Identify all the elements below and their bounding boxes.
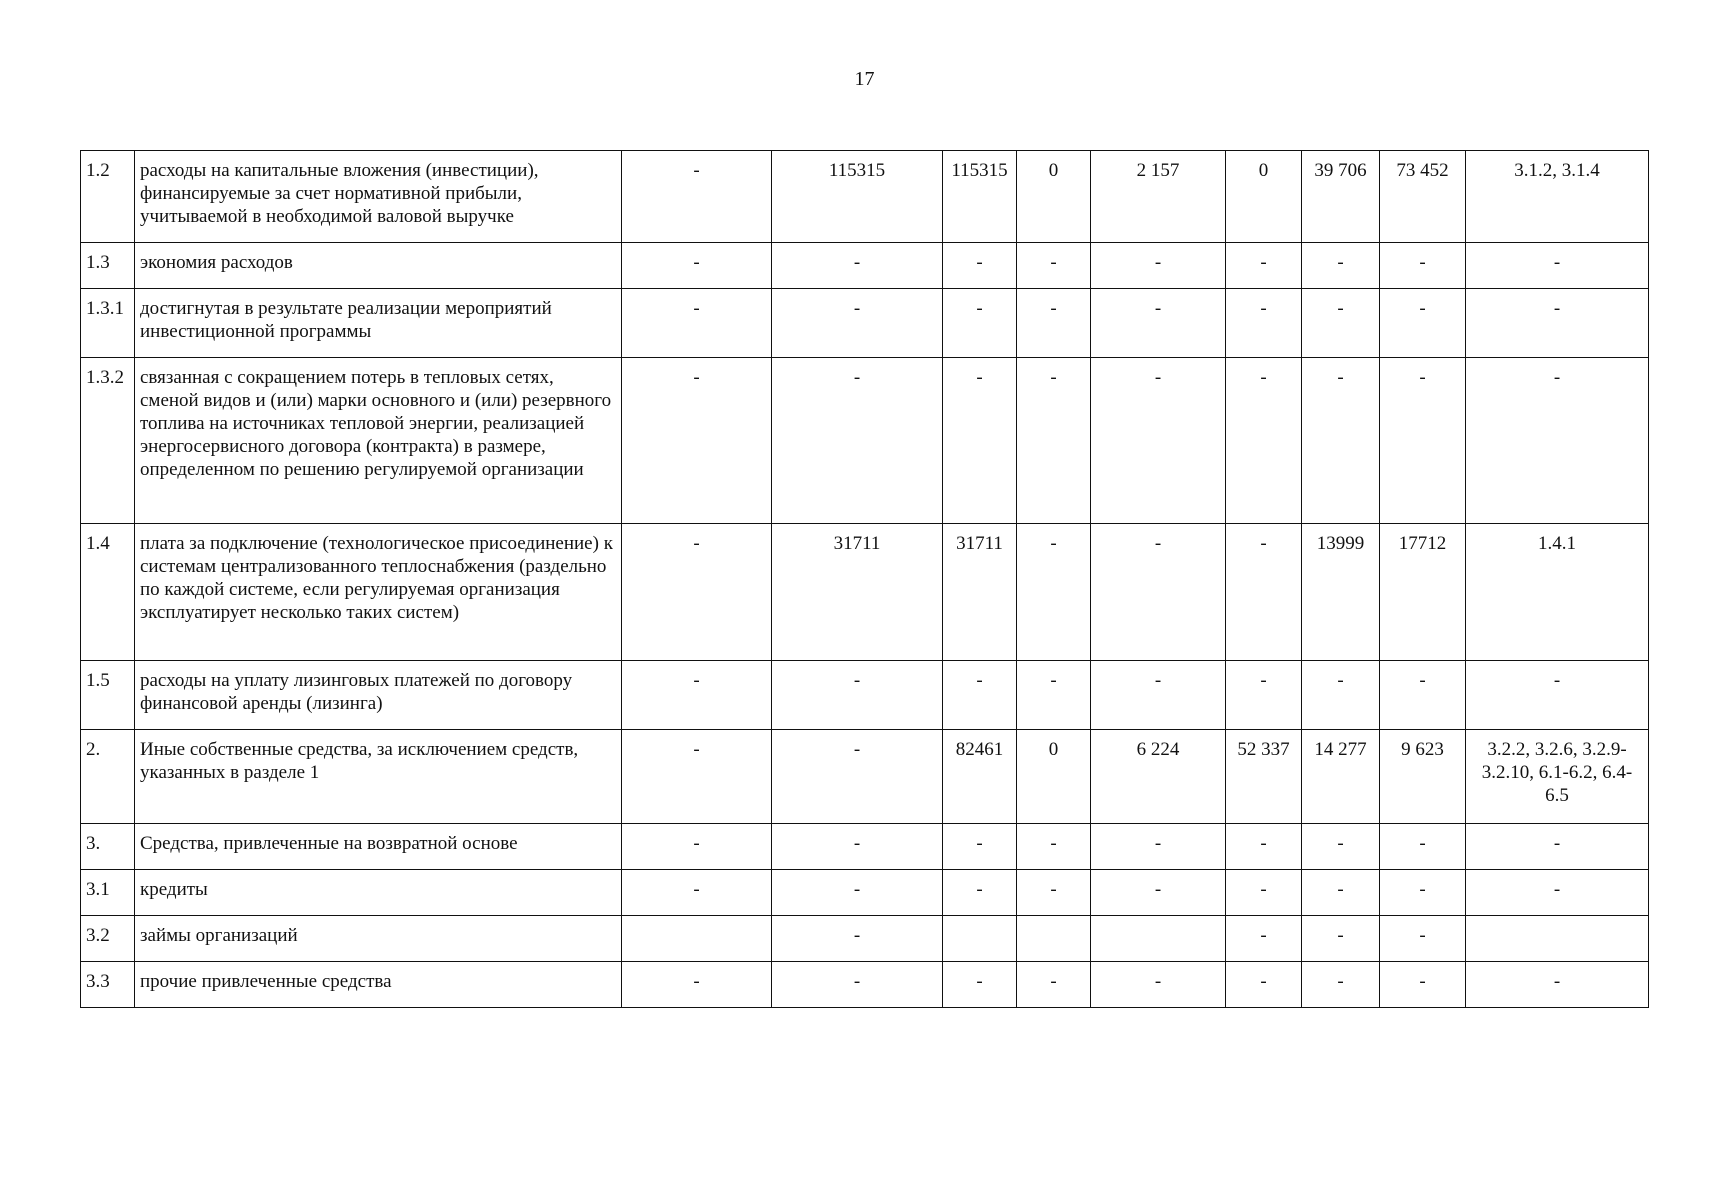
reference-cell: - — [1466, 243, 1649, 289]
value-cell: - — [1302, 289, 1380, 358]
value-cell: - — [1302, 243, 1380, 289]
value-cell: - — [1017, 824, 1091, 870]
table-row — [81, 730, 1649, 824]
value-cell: - — [1091, 962, 1226, 1008]
row-number: 1.3 — [81, 243, 135, 289]
value-cell: 13999 — [1302, 524, 1380, 661]
row-number: 2. — [81, 730, 135, 824]
value-cell: - — [622, 730, 772, 824]
value-cell: 0 — [1017, 730, 1091, 824]
row-number: 3. — [81, 824, 135, 870]
value-cell: - — [943, 661, 1017, 730]
table-row — [81, 524, 1649, 661]
value-cell: - — [1017, 243, 1091, 289]
reference-cell: 3.2.2, 3.2.6, 3.2.9-3.2.10, 6.1-6.2, 6.4-6.5 — [1466, 730, 1649, 824]
value-cell: 9 623 — [1380, 730, 1466, 824]
value-cell: 0 — [1017, 151, 1091, 243]
value-cell: - — [772, 962, 943, 1008]
value-cell: - — [1091, 524, 1226, 661]
financing-sources-table — [80, 150, 1649, 1008]
value-cell: - — [1302, 916, 1380, 962]
row-number: 3.3 — [81, 962, 135, 1008]
reference-cell — [1466, 916, 1649, 962]
table-row — [81, 243, 1649, 289]
table-row — [81, 358, 1649, 524]
row-description: прочие привлеченные средства — [135, 962, 622, 1008]
row-number: 3.2 — [81, 916, 135, 962]
value-cell: - — [772, 289, 943, 358]
value-cell: - — [1091, 358, 1226, 524]
reference-cell: 3.1.2, 3.1.4 — [1466, 151, 1649, 243]
value-cell: - — [1091, 289, 1226, 358]
value-cell: - — [1226, 243, 1302, 289]
row-number: 1.2 — [81, 151, 135, 243]
table-row — [81, 870, 1649, 916]
row-number: 3.1 — [81, 870, 135, 916]
value-cell: - — [1380, 661, 1466, 730]
value-cell: - — [1302, 962, 1380, 1008]
value-cell: - — [772, 916, 943, 962]
reference-cell: - — [1466, 358, 1649, 524]
value-cell: - — [622, 962, 772, 1008]
reference-cell: - — [1466, 962, 1649, 1008]
value-cell: 31711 — [772, 524, 943, 661]
value-cell: - — [622, 524, 772, 661]
value-cell: - — [1091, 243, 1226, 289]
value-cell: - — [1017, 962, 1091, 1008]
value-cell: - — [1380, 243, 1466, 289]
row-description: Иные собственные средства, за исключением средств, указанных в разделе 1 — [135, 730, 622, 824]
value-cell: - — [1302, 870, 1380, 916]
value-cell: - — [622, 661, 772, 730]
value-cell: 39 706 — [1302, 151, 1380, 243]
row-number: 1.3.2 — [81, 358, 135, 524]
value-cell: - — [1380, 358, 1466, 524]
reference-cell: - — [1466, 661, 1649, 730]
row-description: связанная с сокращением потерь в тепловых сетях, сменой видов и (или) марки основного и (или) резервного топлива на источниках тепловой энергии, реализацией энергосервисного договора (контракта) в размере, определенном по решению регулируемой организации — [135, 358, 622, 524]
reference-cell: - — [1466, 870, 1649, 916]
value-cell: - — [772, 730, 943, 824]
table-row — [81, 661, 1649, 730]
value-cell: - — [1091, 870, 1226, 916]
value-cell: - — [1017, 358, 1091, 524]
value-cell: 14 277 — [1302, 730, 1380, 824]
row-description: экономия расходов — [135, 243, 622, 289]
row-description: плата за подключение (технологическое присоединение) к системам централизованного теплоснабжения (раздельно по каждой системе, если регулируемая организация эксплуатирует несколько таких систем) — [135, 524, 622, 661]
value-cell — [943, 916, 1017, 962]
value-cell: - — [1226, 962, 1302, 1008]
value-cell: - — [943, 243, 1017, 289]
row-description: займы организаций — [135, 916, 622, 962]
row-number: 1.5 — [81, 661, 135, 730]
value-cell: - — [1017, 289, 1091, 358]
value-cell: - — [622, 870, 772, 916]
table-row — [81, 916, 1649, 962]
value-cell: 6 224 — [1091, 730, 1226, 824]
value-cell: - — [622, 824, 772, 870]
page-number: 17 — [854, 68, 875, 90]
row-description: расходы на капитальные вложения (инвестиции), финансируемые за счет нормативной прибыли, учитываемой в необходимой валовой выручке — [135, 151, 622, 243]
value-cell: - — [1226, 358, 1302, 524]
value-cell: - — [622, 358, 772, 524]
value-cell: - — [943, 870, 1017, 916]
value-cell: - — [1380, 962, 1466, 1008]
reference-cell: - — [1466, 824, 1649, 870]
row-description: Средства, привлеченные на возвратной основе — [135, 824, 622, 870]
value-cell: 31711 — [943, 524, 1017, 661]
value-cell: - — [1380, 824, 1466, 870]
value-cell: - — [772, 824, 943, 870]
reference-cell: - — [1466, 289, 1649, 358]
row-number: 1.4 — [81, 524, 135, 661]
value-cell: 0 — [1226, 151, 1302, 243]
row-description: расходы на уплату лизинговых платежей по договору финансовой аренды (лизинга) — [135, 661, 622, 730]
value-cell: 82461 — [943, 730, 1017, 824]
value-cell — [622, 916, 772, 962]
value-cell: - — [943, 824, 1017, 870]
table-row — [81, 824, 1649, 870]
row-description: достигнутая в результате реализации мероприятий инвестиционной программы — [135, 289, 622, 358]
value-cell: - — [943, 962, 1017, 1008]
value-cell: - — [1017, 524, 1091, 661]
value-cell: - — [1226, 824, 1302, 870]
value-cell: - — [1380, 870, 1466, 916]
row-description: кредиты — [135, 870, 622, 916]
table-row — [81, 962, 1649, 1008]
value-cell: - — [1226, 916, 1302, 962]
value-cell: - — [1302, 358, 1380, 524]
table-row — [81, 289, 1649, 358]
value-cell: - — [1302, 824, 1380, 870]
value-cell: - — [1017, 870, 1091, 916]
value-cell: - — [772, 870, 943, 916]
value-cell: - — [1017, 661, 1091, 730]
value-cell: 52 337 — [1226, 730, 1302, 824]
value-cell: - — [772, 243, 943, 289]
value-cell — [1017, 916, 1091, 962]
value-cell: - — [1226, 870, 1302, 916]
value-cell: - — [772, 358, 943, 524]
value-cell: - — [1302, 661, 1380, 730]
value-cell: - — [622, 151, 772, 243]
row-number: 1.3.1 — [81, 289, 135, 358]
value-cell: - — [943, 289, 1017, 358]
value-cell: - — [1226, 289, 1302, 358]
value-cell: - — [1091, 824, 1226, 870]
value-cell: - — [1380, 916, 1466, 962]
value-cell: 73 452 — [1380, 151, 1466, 243]
value-cell: 17712 — [1380, 524, 1466, 661]
value-cell: 115315 — [943, 151, 1017, 243]
value-cell — [1091, 916, 1226, 962]
value-cell: - — [943, 358, 1017, 524]
value-cell: 115315 — [772, 151, 943, 243]
value-cell: - — [1091, 661, 1226, 730]
value-cell: 2 157 — [1091, 151, 1226, 243]
value-cell: - — [1380, 289, 1466, 358]
table-row — [81, 151, 1649, 243]
value-cell: - — [622, 289, 772, 358]
value-cell: - — [622, 243, 772, 289]
reference-cell: 1.4.1 — [1466, 524, 1649, 661]
value-cell: - — [1226, 524, 1302, 661]
value-cell: - — [772, 661, 943, 730]
value-cell: - — [1226, 661, 1302, 730]
